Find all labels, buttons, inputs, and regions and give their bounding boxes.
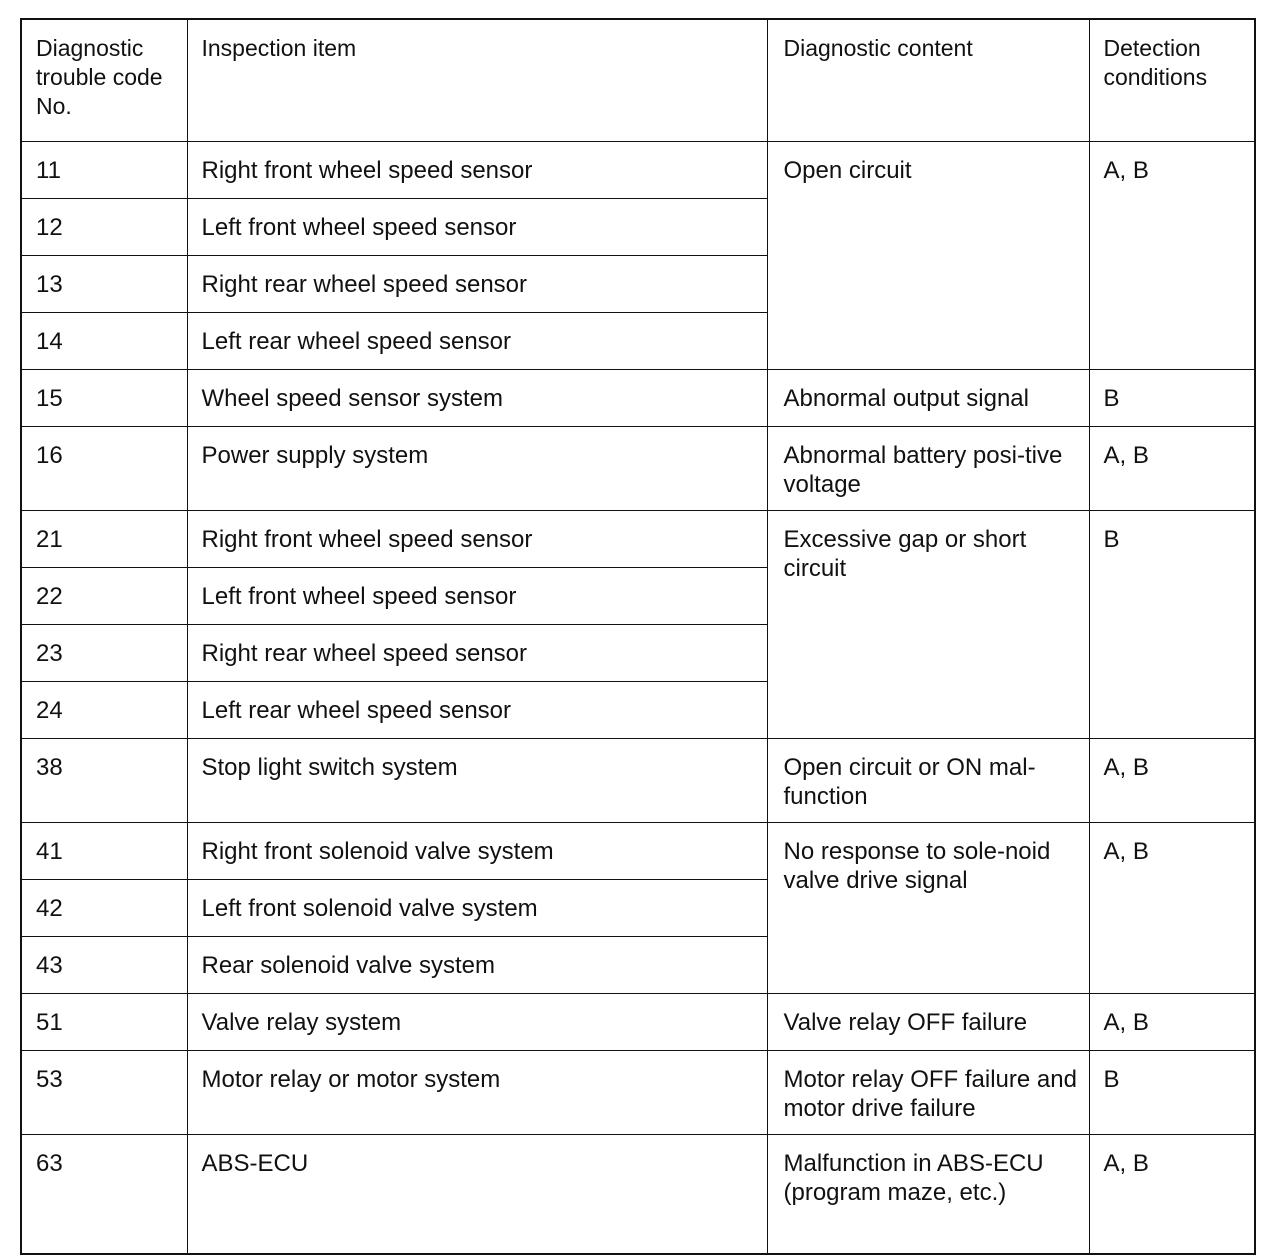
inspection-item-cell: Right front solenoid valve system	[187, 822, 767, 879]
code-cell: 11	[21, 141, 187, 198]
table-row	[21, 993, 1255, 1050]
header-code: Diagnostic trouble code No.	[21, 19, 187, 141]
inspection-item-cell: Power supply system	[187, 426, 767, 510]
code-cell: 23	[21, 624, 187, 681]
code-cell: 38	[21, 738, 187, 822]
table-row	[21, 738, 1255, 822]
diagnostic-content-cell: Open circuit or ON mal-function	[767, 738, 1089, 822]
detection-conditions-cell: A, B	[1089, 822, 1255, 993]
table-row	[21, 510, 1255, 567]
detection-conditions-cell: A, B	[1089, 738, 1255, 822]
detection-conditions-cell: B	[1089, 510, 1255, 738]
table-row	[21, 1134, 1255, 1254]
diagnostic-code-table	[20, 18, 1256, 1255]
table-row	[21, 426, 1255, 510]
diagnostic-content-cell: Abnormal output signal	[767, 369, 1089, 426]
header-diagnostic-content: Diagnostic content	[767, 19, 1089, 141]
diagnostic-content-cell: Abnormal battery posi-tive voltage	[767, 426, 1089, 510]
inspection-item-cell: Stop light switch system	[187, 738, 767, 822]
inspection-item-cell: Right front wheel speed sensor	[187, 510, 767, 567]
code-cell: 42	[21, 879, 187, 936]
diagnostic-content-cell: Open circuit	[767, 141, 1089, 369]
inspection-item-cell: ABS-ECU	[187, 1134, 767, 1254]
detection-conditions-cell: A, B	[1089, 1134, 1255, 1254]
diagnostic-content-cell: Malfunction in ABS-ECU (program maze, etc.)	[767, 1134, 1089, 1254]
inspection-item-cell: Wheel speed sensor system	[187, 369, 767, 426]
code-cell: 14	[21, 312, 187, 369]
table-row	[21, 141, 1255, 198]
code-cell: 51	[21, 993, 187, 1050]
code-cell: 12	[21, 198, 187, 255]
inspection-item-cell: Right rear wheel speed sensor	[187, 255, 767, 312]
diagnostic-content-cell: Motor relay OFF failure and motor drive failure	[767, 1050, 1089, 1134]
table-row	[21, 369, 1255, 426]
inspection-item-cell: Left rear wheel speed sensor	[187, 312, 767, 369]
inspection-item-cell: Left front wheel speed sensor	[187, 198, 767, 255]
code-cell: 41	[21, 822, 187, 879]
code-cell: 63	[21, 1134, 187, 1254]
diagnostic-content-cell: Valve relay OFF failure	[767, 993, 1089, 1050]
code-cell: 21	[21, 510, 187, 567]
inspection-item-cell: Rear solenoid valve system	[187, 936, 767, 993]
detection-conditions-cell: B	[1089, 1050, 1255, 1134]
table-row	[21, 822, 1255, 879]
code-cell: 22	[21, 567, 187, 624]
code-cell: 16	[21, 426, 187, 510]
header-inspection-item: Inspection item	[187, 19, 767, 141]
code-cell: 24	[21, 681, 187, 738]
header-detection-conditions: Detection conditions	[1089, 19, 1255, 141]
detection-conditions-cell: B	[1089, 369, 1255, 426]
code-cell: 43	[21, 936, 187, 993]
inspection-item-cell: Left rear wheel speed sensor	[187, 681, 767, 738]
detection-conditions-cell: A, B	[1089, 141, 1255, 369]
inspection-item-cell: Right rear wheel speed sensor	[187, 624, 767, 681]
inspection-item-cell: Left front wheel speed sensor	[187, 567, 767, 624]
code-cell: 15	[21, 369, 187, 426]
diagnostic-content-cell: No response to sole-noid valve drive signal	[767, 822, 1089, 993]
code-cell: 13	[21, 255, 187, 312]
diagnostic-content-cell: Excessive gap or short circuit	[767, 510, 1089, 738]
inspection-item-cell: Motor relay or motor system	[187, 1050, 767, 1134]
code-cell: 53	[21, 1050, 187, 1134]
inspection-item-cell: Right front wheel speed sensor	[187, 141, 767, 198]
detection-conditions-cell: A, B	[1089, 426, 1255, 510]
table-row	[21, 1050, 1255, 1134]
detection-conditions-cell: A, B	[1089, 993, 1255, 1050]
inspection-item-cell: Valve relay system	[187, 993, 767, 1050]
inspection-item-cell: Left front solenoid valve system	[187, 879, 767, 936]
header-row	[21, 19, 1255, 141]
